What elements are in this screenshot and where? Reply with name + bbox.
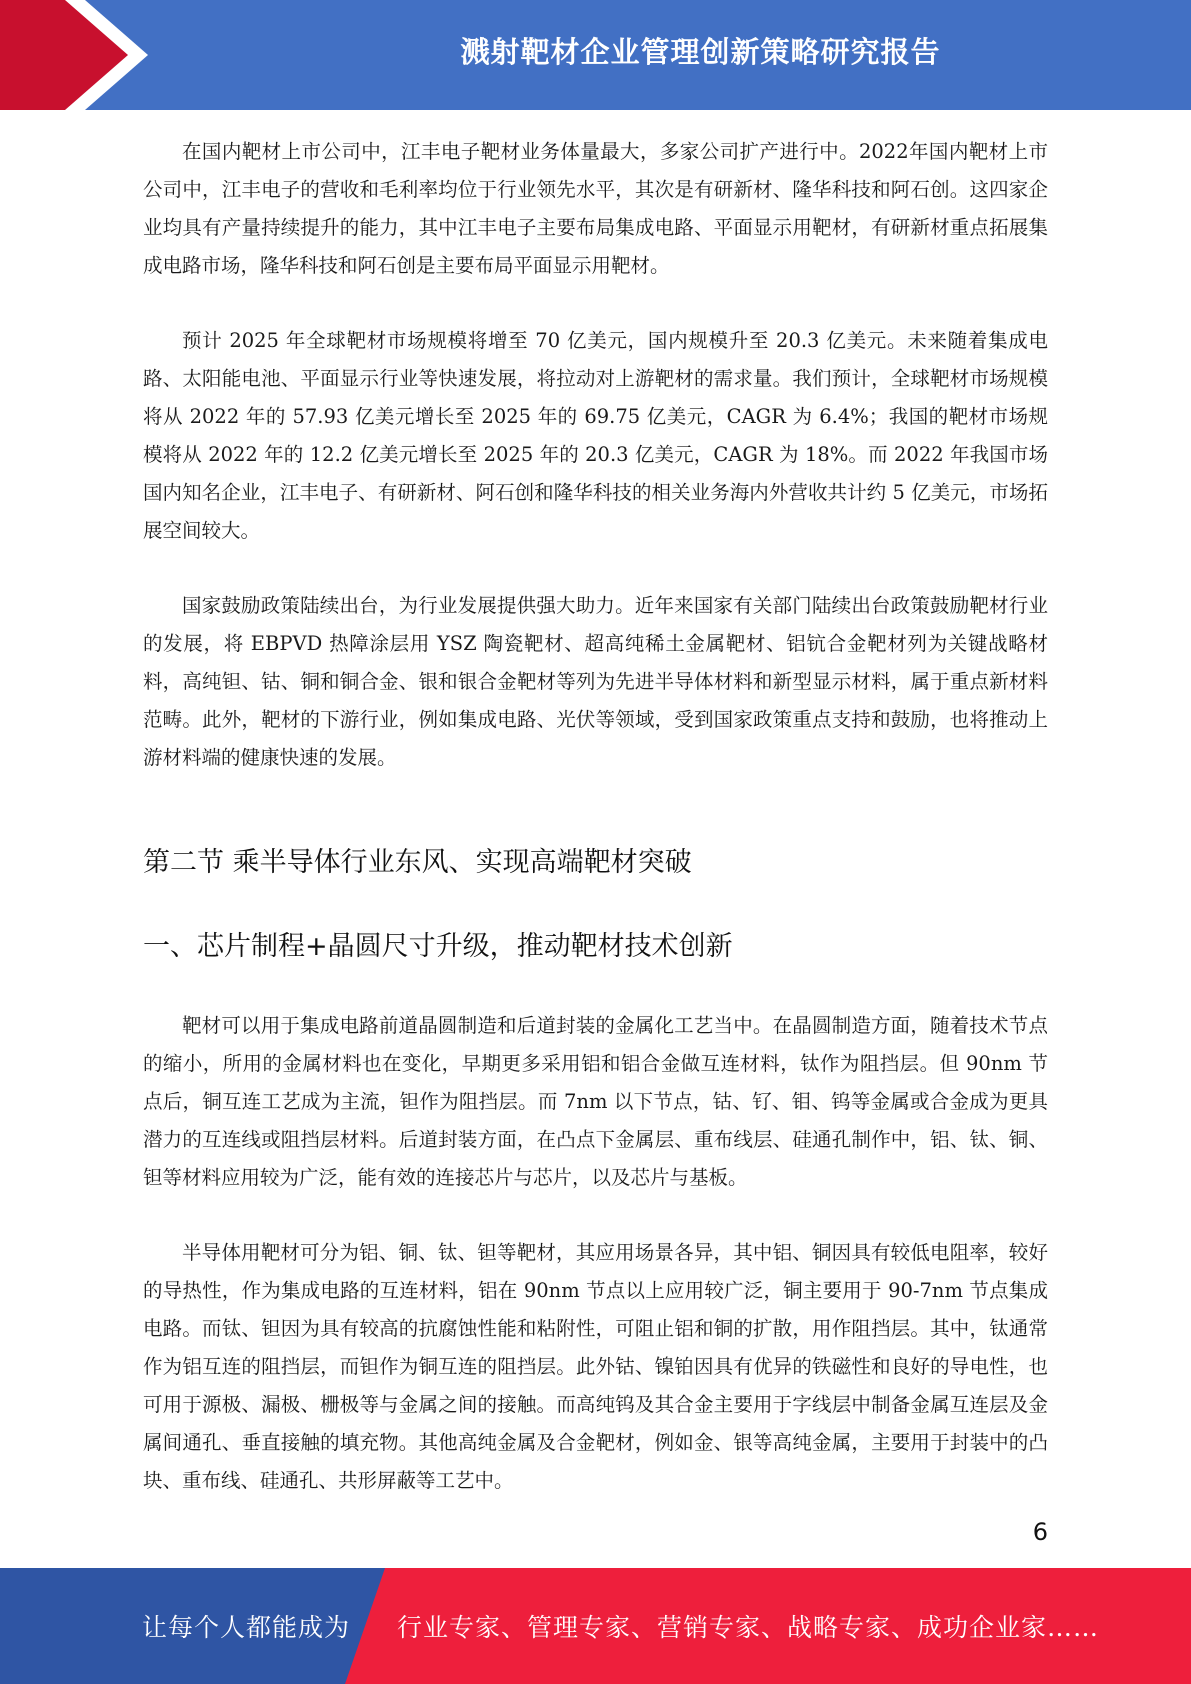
paragraph-metallization: 靶材可以用于集成电路前道晶圆制造和后道封装的金属化工艺当中。在晶圆制造方面，随着技术节点的缩小，所用的金属材料也在变化，早期更多采用铝和铝合金做互连材料，钛作为阻挡层。但 90nm 节点后，铜互连工艺成为主流，钽作为阻挡层。而 7nm 以下节点，钴、钌、钼、钨等金属或合金成为更具潜力的互连线或阻挡层材料。后道封装方面，在凸点下金属层、重布线层、硅通孔制作中，铝、钛、铜、钽等材料应用较为广泛，能有效的连接芯片与芯片，以及芯片与基板。 <box>143 1014 1048 1189</box>
paragraph-market-forecast: 预计 2025 年全球靶材市场规模将增至 70 亿美元，国内规模升至 20.3 亿美元。未来随着集成电路、太阳能电池、平面显示行业等快速发展，将拉动对上游靶材的需求量。我们预计，全球靶材市场规模将从 2022 年的 57.93 亿美元增长至 2025 年的 69.75 亿美元，CAGR 为 6.4%；我国的靶材市场规模将从 2022 年的 12.2 亿美元增长至 2025 年的 20.3 亿美元，CAGR 为 18%。而 2022 年我国市场国内知名企业，江丰电子、有研新材、阿石创和隆华科技的相关业务海内外营收共计约 5 亿美元，市场拓展空间较大。 <box>143 329 1048 542</box>
page-number: 6 <box>1032 1518 1048 1546</box>
header-arrow-decoration <box>0 0 160 110</box>
footer-slogan-left: 让每个人都能成为 <box>142 1613 351 1642</box>
page-footer <box>0 1568 1191 1684</box>
report-title: 溅射靶材企业管理创新策略研究报告 <box>460 34 941 69</box>
section-heading: 第二节 乘半导体行业东风、实现高端靶材突破 <box>143 847 692 878</box>
footer-slogan-right: 行业专家、管理专家、营销专家、战略专家、成功企业家…… <box>397 1613 1100 1642</box>
paragraph-listed-companies: 在国内靶材上市公司中，江丰电子靶材业务体量最大，多家公司扩产进行中。2022年国内靶材上市公司中，江丰电子的营收和毛利率均位于行业领先水平，其次是有研新材、隆华科技和阿石创。这四家企业均具有产量持续提升的能力，其中江丰电子主要布局集成电路、平面显示用靶材，有研新材重点拓展集成电路市场，隆华科技和阿石创是主要布局平面显示用靶材。 <box>143 140 1048 277</box>
subsection-heading: 一、芯片制程+晶圆尺寸升级，推动靶材技术创新 <box>143 931 733 962</box>
paragraph-semiconductor-targets: 半导体用靶材可分为铝、铜、钛、钽等靶材，其应用场景各异，其中铝、铜因具有较低电阻率，较好的导热性，作为集成电路的互连材料，铝在 90nm 节点以上应用较广泛，铜主要用于 90-7nm 节点集成电路。而钛、钽因为具有较高的抗腐蚀性能和粘附性，可阻止铝和铜的扩散，用作阻挡层。其中，钛通常作为铝互连的阻挡层，而钽作为铜互连的阻挡层。此外钴、镍铂因具有优异的铁磁性和良好的导电性，也可用于源极、漏极、栅极等与金属之间的接触。而高纯钨及其合金主要用于字线层中制备金属互连层及金属间通孔、垂直接触的填充物。其他高纯金属及合金靶材，例如金、银等高纯金属，主要用于封装中的凸块、重布线、硅通孔、共形屏蔽等工艺中。 <box>143 1241 1048 1492</box>
page-header <box>0 0 1191 110</box>
page-content <box>143 133 1048 1537</box>
paragraph-policy-support: 国家鼓励政策陆续出台，为行业发展提供强大助力。近年来国家有关部门陆续出台政策鼓励靶材行业的发展，将 EBPVD 热障涂层用 YSZ 陶瓷靶材、超高纯稀土金属靶材、铝钪合金靶材列为关键战略材料，高纯钽、钴、铜和铜合金、银和银合金靶材等列为先进半导体材料和新型显示材料，属于重点新材料范畴。此外，靶材的下游行业，例如集成电路、光伏等领域，受到国家政策重点支持和鼓励，也将推动上游材料端的健康快速的发展。 <box>143 594 1048 769</box>
